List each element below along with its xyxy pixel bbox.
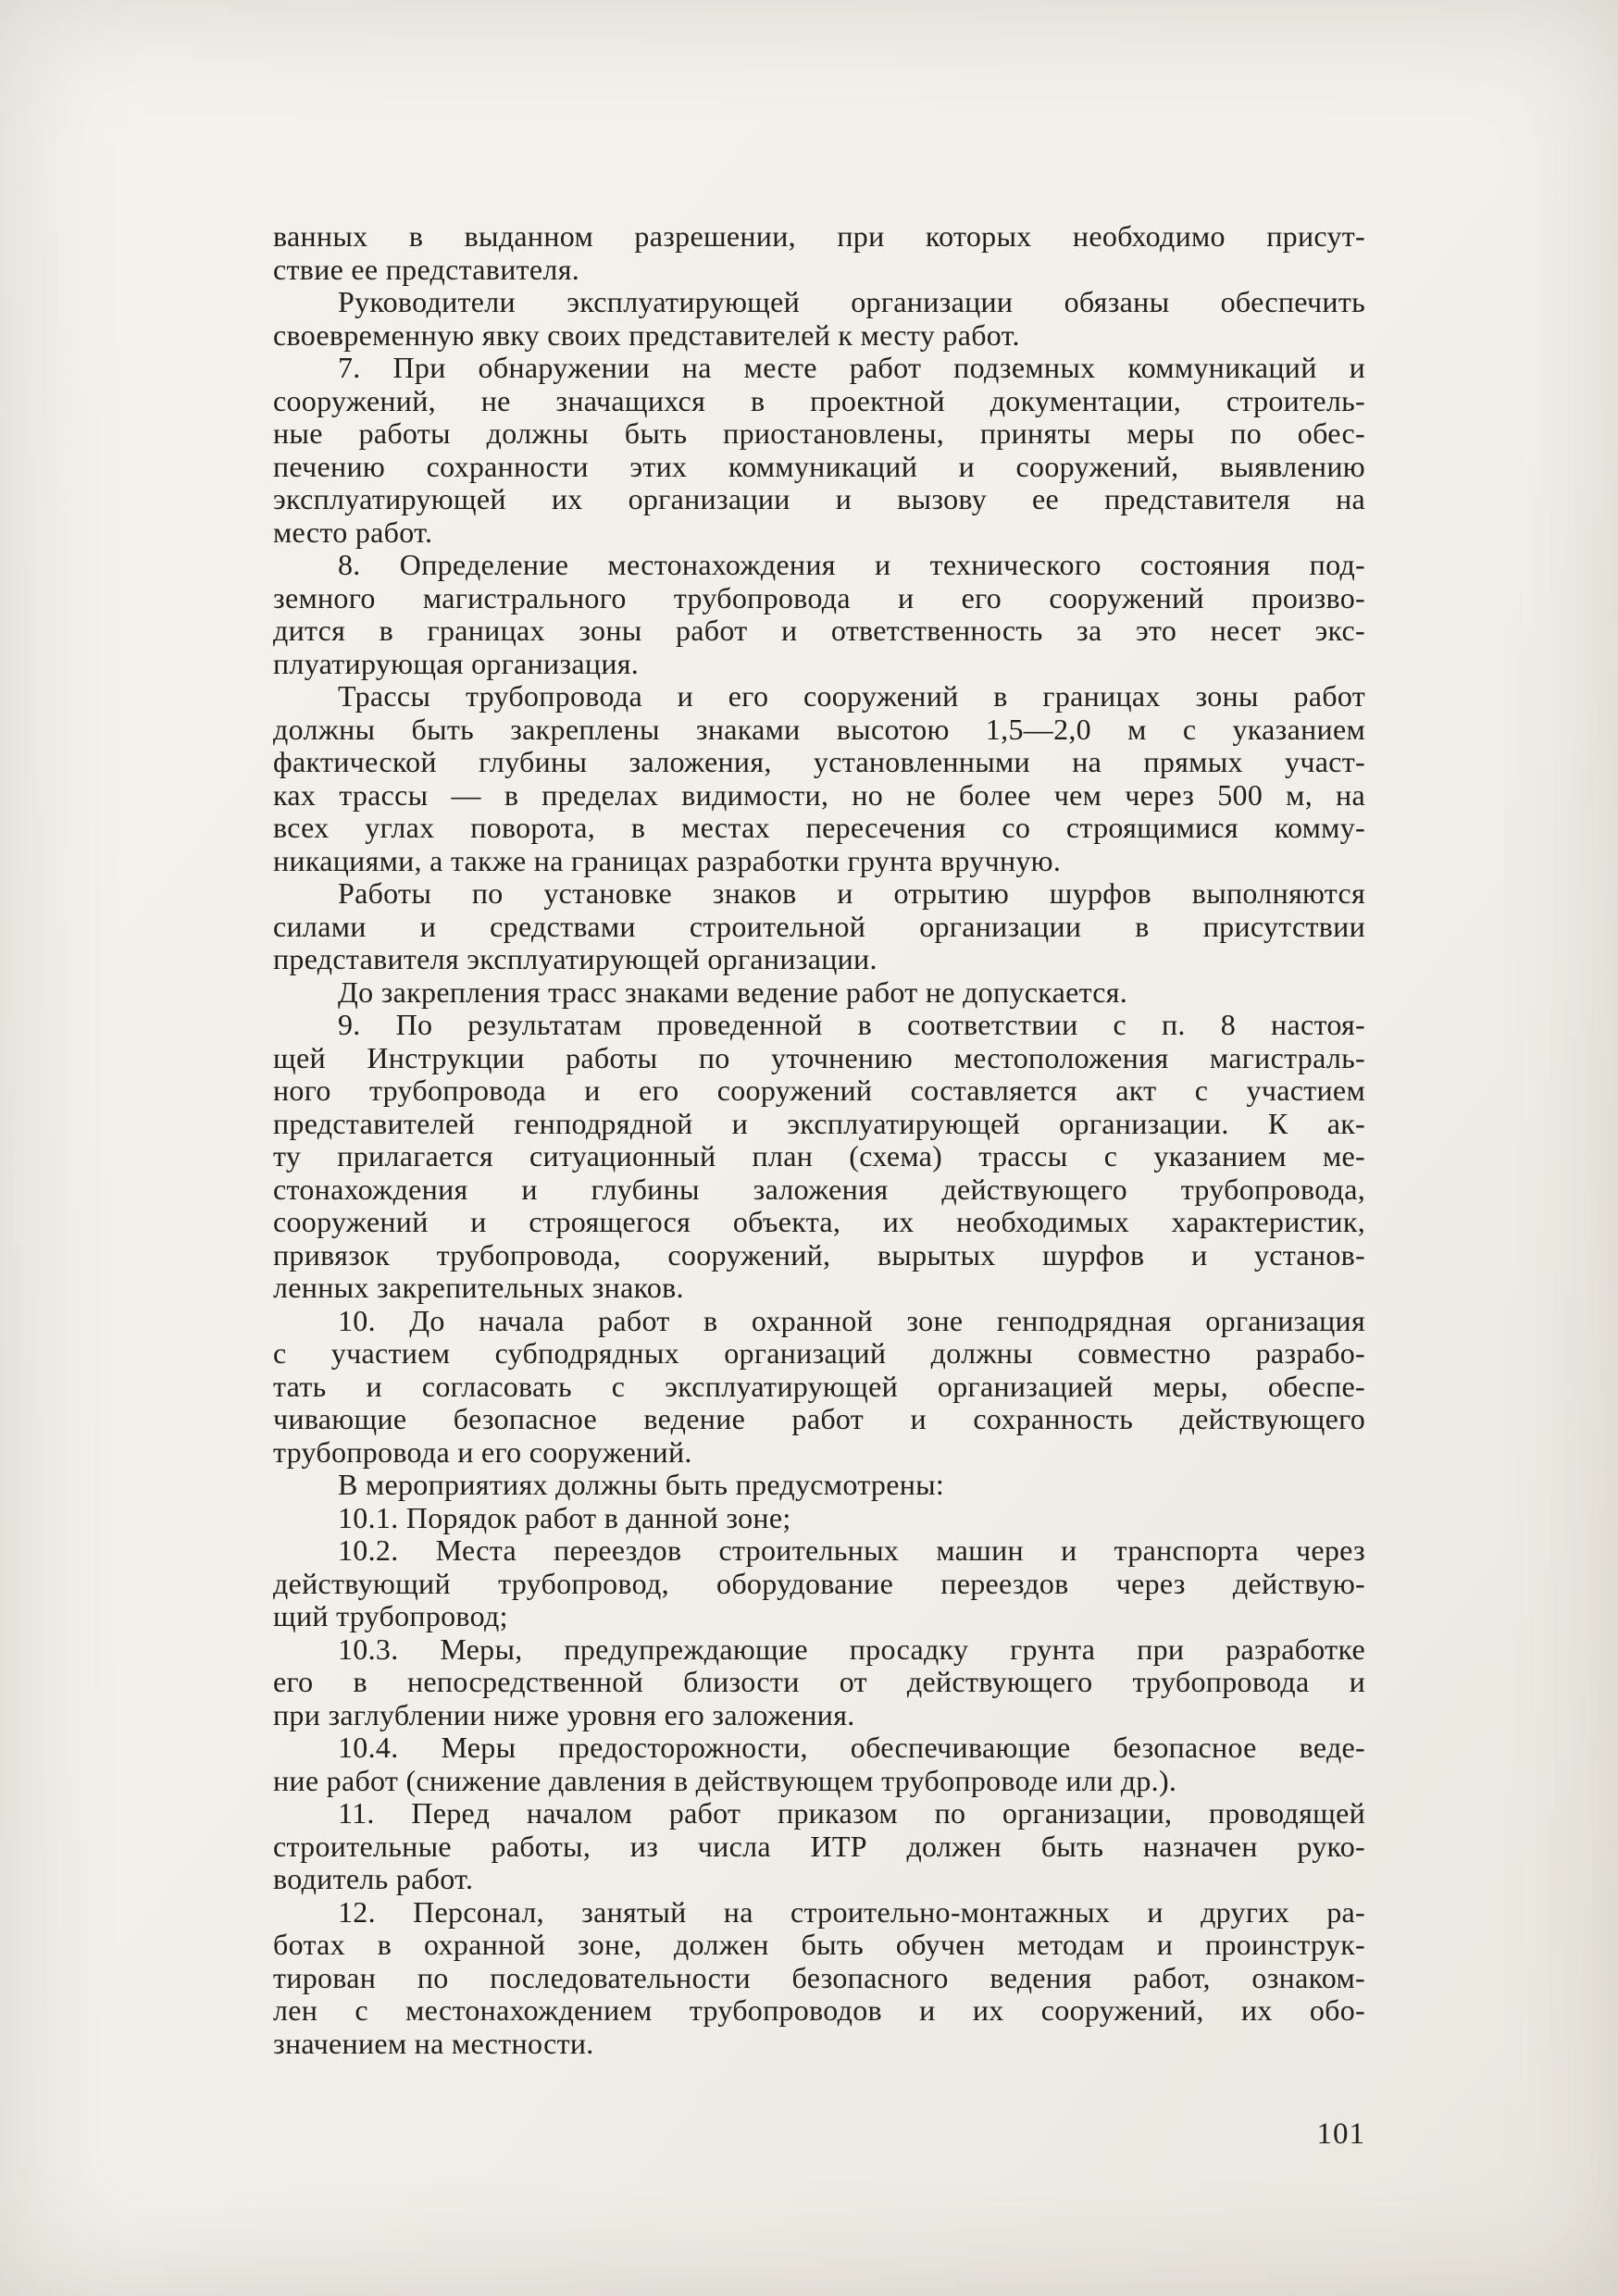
text-line: ние работ (снижение давления в действующем трубопроводе или др.). [273,1763,1177,1797]
text-line: его в непосредственной близости от действующего трубопровода и [273,1665,1365,1698]
text-line: 11. Перед началом работ приказом по организации, проводящей [338,1796,1365,1830]
text-line: 12. Персонал, занятый на строительно-монтажных и других ра- [338,1894,1365,1929]
text-line: 10.1. Порядок работ в данной зоне; [338,1500,791,1534]
text-line: тать и согласовать с эксплуатирующей организацией меры, обеспе- [273,1369,1365,1403]
text-line: фактической глубины заложения, установленными на прямых участ- [273,745,1365,778]
text-line: строительные работы, из числа ИТР должен быть назначен руко- [273,1829,1365,1863]
text-line: 8. Определение местонахождения и технического состояния под- [338,548,1365,581]
text-line: лен с местонахождением трубопроводов и их сооружений, их обо- [273,1993,1365,2027]
text-line: сооружений и строящегося объекта, их необходимых характеристик, [273,1205,1365,1238]
text-line: тирован по последовательности безопасного ведения работ, ознаком- [273,1960,1365,1994]
text-line: водитель работ. [273,1862,474,1895]
text-line: представителя эксплуатирующей организации. [273,942,877,975]
text-line: при заглублении ниже уровня его заложения. [273,1697,855,1731]
page-number: 101 [1316,2117,1365,2151]
text-line: 10.3. Меры, предупреждающие просадку грунта при разработке [338,1632,1365,1666]
text-line: ту прилагается ситуационный план (схема) трассы с указанием ме- [273,1139,1365,1173]
text-line: земного магистрального трубопровода и его сооружений произво- [273,580,1365,614]
text-line: должны быть закреплены знаками высотою 1,5—2,0 м с указанием [273,712,1365,746]
text-line: с участием субподрядных организаций должны совместно разрабо- [273,1336,1365,1370]
text-line: действующий трубопровод, оборудование переездов через действую- [273,1566,1365,1600]
text-line: До закрепления трасс знаками ведение работ не допускается. [338,974,1128,1009]
text-line: сооружений, не значащихся в проектной документации, строитель- [273,383,1365,417]
text-line: Руководители эксплуатирующей организации обязаны обеспечить [338,285,1365,318]
text-line: стонахождения и глубины заложения действующего трубопровода, [273,1172,1365,1206]
text-line: ленных закрепительных знаков. [273,1271,684,1304]
text-line: ного трубопровода и его сооружений составляется акт с участием [273,1074,1365,1107]
text-line: Работы по установке знаков и отрытию шурфов выполняются [338,876,1365,910]
text-line: ствие ее представителя. [273,252,580,286]
text-line: значением на местности. [273,2026,594,2060]
text-line: печению сохранности этих коммуникаций и сооружений, выявлению [273,449,1365,483]
text-line: щей Инструкции работы по уточнению местоположения магистраль- [273,1040,1365,1074]
text-line: В мероприятиях должны быть предусмотрены: [338,1468,945,1501]
text-line: место работ. [273,515,433,549]
text-line: всех углах поворота, в местах пересечения со строящимися комму- [273,811,1365,844]
text-line: своевременную явку своих представителей к месту работ. [273,317,1020,352]
text-line: ботах в охранной зоне, должен быть обучен методам и проинструк- [273,1928,1365,1961]
text-line: дится в границах зоны работ и ответственность за это несет экс- [273,614,1365,647]
text-line: никациями, а также на границах разработки грунта вручную. [273,843,1062,877]
text-line: привязок трубопровода, сооружений, вырытых шурфов и установ- [273,1237,1365,1272]
text-line: ках трассы — в пределах видимости, но не более чем через 500 м, на [273,777,1365,812]
text-line: эксплуатирующей их организации и вызову ее представителя на [273,482,1365,515]
text-line: ные работы должны быть приостановлены, приняты меры по обес- [273,416,1365,450]
text-line: представителей генподрядной и эксплуатирующей организации. К ак- [273,1106,1365,1140]
text-line: 9. По результатам проведенной в соответствии с п. 8 настоя- [338,1008,1365,1041]
text-line: силами и средствами строительной организации в присутствии [273,909,1365,943]
text-line: 10.2. Места переездов строительных машин и транспорта через [338,1533,1365,1567]
text-line: трубопровода и его сооружений. [273,1434,692,1469]
text-line: 10.4. Меры предосторожности, обеспечивающие безопасное веде- [338,1731,1365,1764]
text-line: ванных в выданном разрешении, при которых необходимо присут- [273,219,1365,253]
text-line: 7. При обнаружении на месте работ подземных коммуникаций и [338,351,1365,384]
text-line: 10. До начала работ в охранной зоне генподрядная организация [338,1303,1365,1337]
text-line: Трассы трубопровода и его сооружений в границах зоны работ [338,679,1365,713]
text-line: щий трубопровод; [273,1599,508,1632]
text-line: плуатирующая организация. [273,646,640,680]
text-line: чивающие безопасное ведение работ и сохранность действующего [273,1402,1365,1435]
document-body [273,220,1365,2060]
